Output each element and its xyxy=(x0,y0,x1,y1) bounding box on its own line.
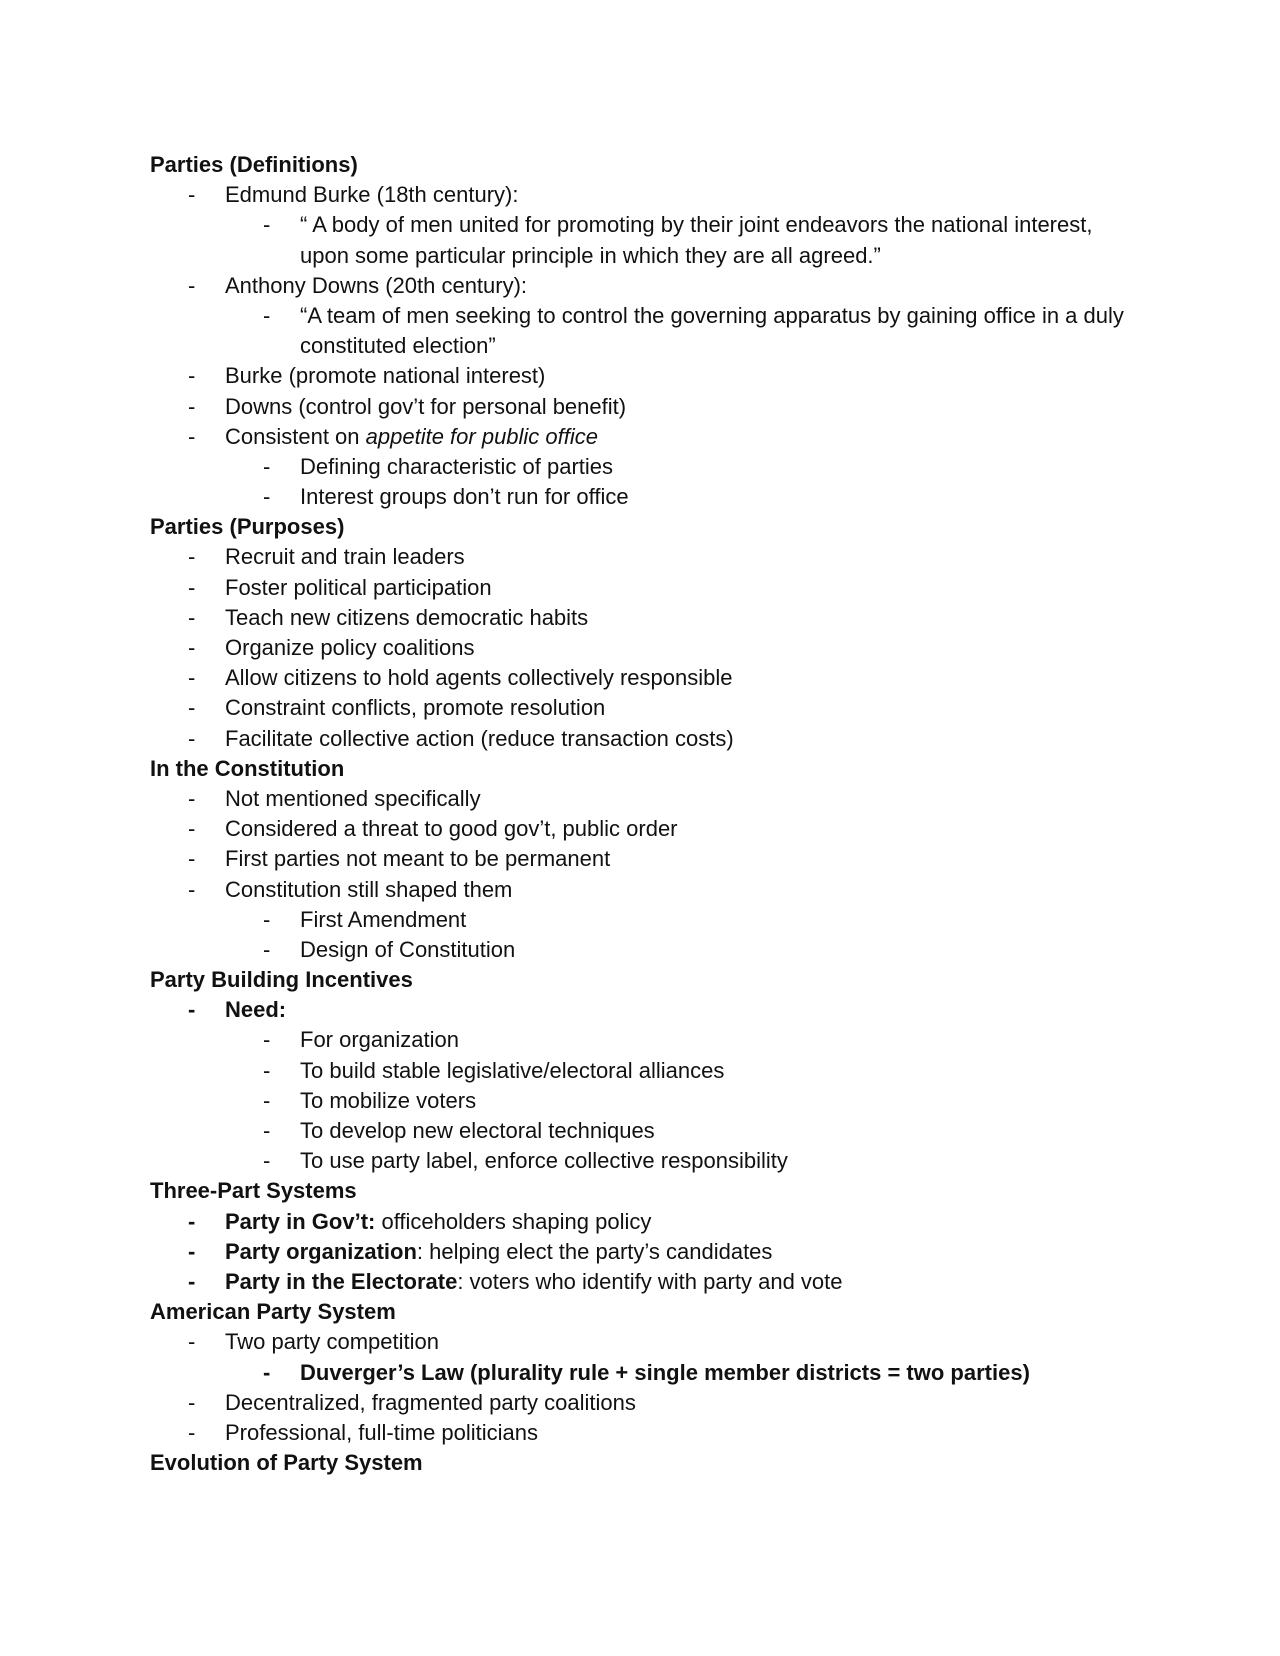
list-item xyxy=(150,935,1130,965)
purpose-text: Foster political participation xyxy=(225,574,492,600)
list-item xyxy=(150,542,1130,572)
duverger-text: Duverger’s Law (plurality rule + single member districts = two parties) xyxy=(300,1359,1030,1385)
purpose-text: Recruit and train leaders xyxy=(225,544,465,570)
constitution-text: Constitution still shaped them xyxy=(225,876,513,902)
constitution-sub-text: Design of Constitution xyxy=(300,936,516,962)
purpose-text: Teach new citizens democratic habits xyxy=(225,604,589,630)
list-item xyxy=(150,724,1130,754)
bullet-dash: - xyxy=(188,363,196,389)
bullet-dash: - xyxy=(188,574,196,600)
bullet-dash: - xyxy=(188,1419,196,1445)
three-part-term: Party in Gov’t: xyxy=(225,1208,376,1234)
bullet-dash: - xyxy=(263,453,271,479)
list-item xyxy=(150,1146,1130,1176)
downs-summary: Downs (control gov’t for personal benefit) xyxy=(225,393,627,419)
three-part-term: Party organization xyxy=(225,1238,417,1264)
bullet-dash: - xyxy=(188,1389,196,1415)
list-item xyxy=(150,1418,1130,1448)
constitution-sub-text: First Amendment xyxy=(300,906,467,932)
list-item xyxy=(150,1327,1130,1357)
burke-label: Edmund Burke (18th century): xyxy=(225,182,519,208)
bullet-dash: - xyxy=(188,604,196,630)
bullet-dash: - xyxy=(263,302,271,328)
list-item xyxy=(150,392,1130,422)
incentive-text: To build stable legislative/electoral alliances xyxy=(300,1057,725,1083)
interest-groups: Interest groups don’t run for office xyxy=(300,484,629,510)
list-item xyxy=(150,1086,1130,1116)
incentive-text: To develop new electoral techniques xyxy=(300,1118,655,1144)
incentive-text: To use party label, enforce collective responsibility xyxy=(300,1148,788,1174)
three-part-desc: officeholders shaping policy xyxy=(375,1208,652,1234)
list-item xyxy=(150,452,1130,482)
bullet-dash: - xyxy=(188,635,196,661)
two-party-text: Two party competition xyxy=(225,1329,439,1355)
need-label: Need: xyxy=(225,997,287,1023)
list-item xyxy=(150,784,1130,814)
bullet-dash: - xyxy=(263,484,271,510)
bullet-dash: - xyxy=(263,212,271,238)
bullet-dash: - xyxy=(188,1208,196,1234)
bullet-dash: - xyxy=(188,272,196,298)
bullet-dash: - xyxy=(188,393,196,419)
bullet-dash: - xyxy=(263,936,271,962)
bullet-dash: - xyxy=(188,725,196,751)
list-item xyxy=(150,603,1130,633)
consistent-prefix: Consistent on xyxy=(225,423,366,449)
downs-label: Anthony Downs (20th century): xyxy=(225,272,528,298)
incentive-text: For organization xyxy=(300,1027,459,1053)
bullet-dash: - xyxy=(188,816,196,842)
bullet-dash: - xyxy=(188,182,196,208)
decentralized-text: Decentralized, fragmented party coalitions xyxy=(225,1389,636,1415)
list-item xyxy=(150,1056,1130,1086)
list-item xyxy=(150,1207,1130,1237)
heading-evolution: Evolution of Party System xyxy=(150,1450,423,1476)
list-item xyxy=(150,1237,1130,1267)
list-item xyxy=(150,361,1130,391)
bullet-dash: - xyxy=(188,846,196,872)
purpose-text: Organize policy coalitions xyxy=(225,635,475,661)
list-item xyxy=(150,1025,1130,1055)
burke-quote: “ A body of men united for promoting by their joint endeavors the national interest, upon some particular principle in which they are all agreed.” xyxy=(300,212,1093,268)
list-item xyxy=(150,814,1130,844)
list-item xyxy=(150,301,1130,361)
list-item xyxy=(150,633,1130,663)
defining-characteristic: Defining characteristic of parties xyxy=(300,453,614,479)
heading-constitution: In the Constitution xyxy=(150,755,345,781)
list-item xyxy=(150,844,1130,874)
bullet-dash: - xyxy=(263,1118,271,1144)
constitution-text: First parties not meant to be permanent xyxy=(225,846,611,872)
list-item xyxy=(150,1358,1130,1388)
purpose-text: Facilitate collective action (reduce transaction costs) xyxy=(225,725,734,751)
consistent-italic: appetite for public office xyxy=(365,423,599,449)
heading-purposes: Parties (Purposes) xyxy=(150,514,345,540)
list-item xyxy=(150,995,1130,1025)
incentive-text: To mobilize voters xyxy=(300,1087,477,1113)
list-item xyxy=(150,482,1130,512)
bullet-dash: - xyxy=(263,1057,271,1083)
bullet-dash: - xyxy=(188,785,196,811)
bullet-dash: - xyxy=(188,1268,196,1294)
constitution-text: Not mentioned specifically xyxy=(225,785,481,811)
list-item xyxy=(150,180,1130,210)
bullet-dash: - xyxy=(263,1148,271,1174)
list-item xyxy=(150,1388,1130,1418)
purpose-text: Constraint conflicts, promote resolution xyxy=(225,695,606,721)
three-part-desc: : helping elect the party’s candidates xyxy=(416,1238,773,1264)
downs-quote: “A team of men seeking to control the governing apparatus by gaining office in a duly constituted election” xyxy=(300,302,1124,359)
list-item xyxy=(150,663,1130,693)
bullet-dash: - xyxy=(188,876,196,902)
list-item xyxy=(150,573,1130,603)
constitution-text: Considered a threat to good gov’t, public order xyxy=(225,816,678,842)
burke-summary: Burke (promote national interest) xyxy=(225,363,546,389)
bullet-dash: - xyxy=(263,1359,271,1385)
list-item xyxy=(150,1267,1130,1297)
bullet-dash: - xyxy=(188,423,196,449)
three-part-term: Party in the Electorate xyxy=(225,1268,458,1294)
list-item xyxy=(150,1116,1130,1146)
heading-american: American Party System xyxy=(150,1299,396,1325)
list-item xyxy=(150,693,1130,723)
heading-three-part: Three-Part Systems xyxy=(150,1178,357,1204)
bullet-dash: - xyxy=(263,906,271,932)
document-content xyxy=(150,150,1130,1478)
professional-text: Professional, full-time politicians xyxy=(225,1419,539,1445)
bullet-dash: - xyxy=(188,1238,196,1264)
bullet-dash: - xyxy=(188,665,196,691)
bullet-dash: - xyxy=(188,695,196,721)
list-item xyxy=(150,905,1130,935)
bullet-dash: - xyxy=(188,997,196,1023)
bullet-dash: - xyxy=(263,1027,271,1053)
bullet-dash: - xyxy=(263,1087,271,1113)
heading-definitions: Parties (Definitions) xyxy=(150,152,358,177)
list-item xyxy=(150,271,1130,301)
heading-incentives: Party Building Incentives xyxy=(150,967,413,993)
bullet-dash: - xyxy=(188,544,196,570)
list-item xyxy=(150,875,1130,905)
purpose-text: Allow citizens to hold agents collectively responsible xyxy=(225,665,733,691)
three-part-desc: : voters who identify with party and vote xyxy=(457,1268,843,1294)
list-item xyxy=(150,422,1130,452)
list-item xyxy=(150,210,1130,270)
bullet-dash: - xyxy=(188,1329,196,1355)
